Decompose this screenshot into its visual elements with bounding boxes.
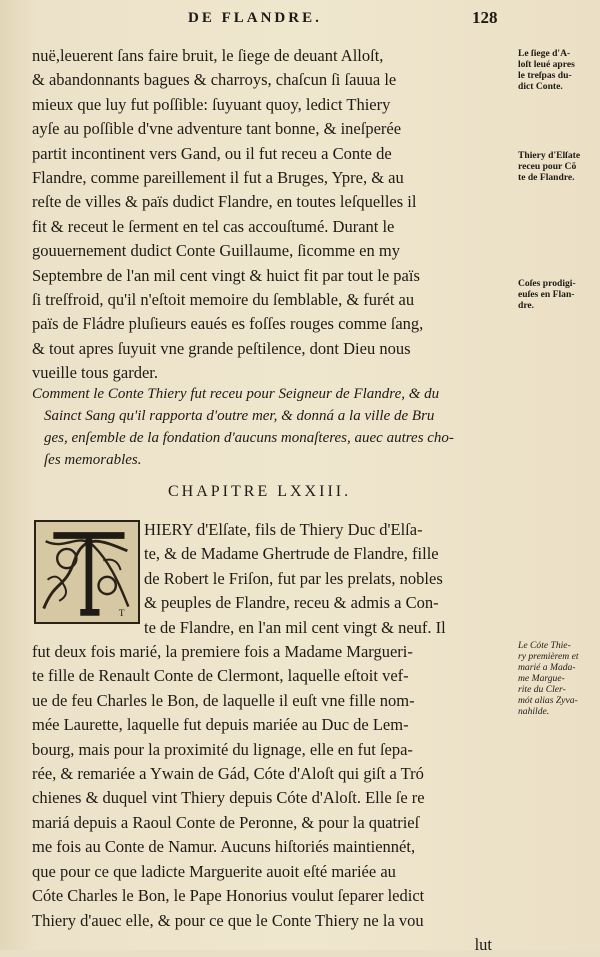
text-line: te, & de Madame Ghertrude de Flandre, fille [144, 544, 439, 564]
catchword: lut [474, 934, 492, 954]
text-line: rée, & remariée a Ywain de Gád, Cóte d'Aloſt qui giſt a Tró [32, 764, 424, 784]
running-header: DE FLANDRE. [188, 10, 322, 26]
margin-line: nahilde. [518, 706, 550, 717]
text-line: de Robert le Friſon, fut par les prelats, nobles [144, 568, 443, 588]
margin-note-marriage [518, 640, 596, 717]
margin-line: mót alias Zyva- [518, 695, 578, 706]
margin-line: Thiery d'Elſate [518, 150, 581, 161]
margin-line: rite du Cler- [518, 684, 566, 695]
text-line: ue de feu Charles le Bon, de laquelle il euſt vne fille nom- [32, 690, 415, 710]
text-line: & peuples de Flandre, receu & admis a Con- [144, 593, 439, 613]
text-line: mieux que luy fut poſſible: ſuyuant quoy, ledict Thiery [32, 94, 391, 114]
heading-line: Comment le Conte Thiery fut receu pour Seigneur de Flandre, & du [32, 386, 440, 402]
margin-note-siege [518, 48, 596, 92]
margin-line: marié a Mada- [518, 662, 576, 673]
heading-line: ges, enſemble de la fondation d'aucuns monaſteres, auec autres cho- [44, 430, 454, 446]
text-line: me fois au Conte de Namur. Aucuns hiſtoriés maintiennét, [32, 837, 416, 857]
text-line: chienes & duquel vint Thiery depuis Cóte d'Aloſt. Elle ſe re [32, 788, 425, 808]
margin-line: ry premièrem et [518, 651, 579, 662]
heading-line: Sainct Sang qu'il rapporta d'outre mer, & donná a la ville de Bru [44, 408, 435, 424]
margin-note-prodigies [518, 278, 596, 311]
text-line: Flandre, comme pareillement il fut a Bruges, Ypre, & au [32, 168, 404, 188]
text-line: Cóte Charles le Bon, le Pape Honorius voulut ſeparer ledict [32, 886, 425, 906]
margin-line: te de Flandre. [518, 172, 575, 183]
margin-line: Coſes prodigi- [518, 278, 576, 289]
margin-line: dre. [518, 300, 535, 311]
margin-note-thiery-received [518, 150, 596, 183]
margin-line: Le ſiege d'A- [518, 48, 571, 59]
text-line: reſte de villes & païs dudict Flandre, en toutes leſquelles il [32, 192, 417, 212]
margin-line: dict Conte. [518, 81, 563, 92]
chapter-title: CHAPITRE LXXIII. [168, 483, 352, 500]
chapter-paragraph [32, 518, 512, 957]
chapter-summary-heading [32, 383, 512, 471]
text-line: Thiery d'auec elle, & pour ce que le Conte Thiery ne la vou [32, 910, 424, 930]
margin-line: euſes en Flan- [518, 289, 575, 300]
text-line: ayſe au poſſible d'vne adventure tant bonne, & ineſperée [32, 119, 402, 139]
text-line: nuë,leuerent ſans faire bruit, le ſiege de deuant Alloſt, [32, 46, 384, 65]
text-line: fit & receut le ſerment en tel cas accouſtumé. Durant le [32, 216, 395, 236]
text-line: mée Laurette, laquelle fut depuis mariée au Duc de Lem- [32, 715, 409, 735]
text-line: & abandonnants bagues & charroys, chaſcun ſi ſauua le [32, 70, 397, 90]
text-line: gouuernement dudict Conte Guillaume, ſicomme en my [32, 241, 400, 261]
margin-line: loſt leué apres [518, 59, 575, 70]
text-line: que pour ce que ladicte Marguerite auoit eſté mariée au [32, 861, 396, 881]
text-line: HIERY d'Elſate, fils de Thiery Duc d'Elſa- [144, 520, 423, 539]
margin-line: receu pour Cõ [518, 161, 577, 172]
page-number: 128 [472, 8, 498, 27]
text-line: te fille de Renault Conte de Clermont, laquelle eſtoit vef- [32, 666, 409, 686]
margin-line: le treſpas du- [518, 70, 572, 81]
initial-letter: T [118, 608, 125, 620]
text-line: mariá depuis a Raoul Conte de Peronne, & pour la quatrieſ [32, 812, 420, 832]
paragraph-continued [32, 44, 512, 386]
margin-line: Le Cóte Thie- [518, 640, 571, 651]
margin-line: me Margue- [518, 673, 565, 684]
text-line: te de Flandre, en l'an mil cent vingt & neuf. Il [144, 617, 446, 637]
text-line: ſi treſfroid, qu'il n'eſtoit memoire du ſemblable, & furét au [32, 290, 415, 310]
text-line: Septembre de l'an mil cent vingt & huict fit par tout le païs [32, 265, 420, 285]
text-line: partit incontinent vers Gand, ou il fut receu a Conte de [32, 143, 392, 163]
text-line: païs de Fládre pluſieurs eaués es foſſes rouges comme ſang, [32, 314, 424, 334]
heading-line: ſes memorables. [44, 452, 142, 468]
text-line: fut deux fois marié, la premiere fois a Madame Margueri- [32, 642, 413, 662]
text-line: vueille tous garder. [32, 363, 159, 383]
text-line: bourg, mais pour la proximité du lignage, elle en fut ſepa- [32, 739, 413, 759]
text-line: & tout apres ſuyuit vne grande peſtilence, dont Dieu nous [32, 338, 411, 358]
